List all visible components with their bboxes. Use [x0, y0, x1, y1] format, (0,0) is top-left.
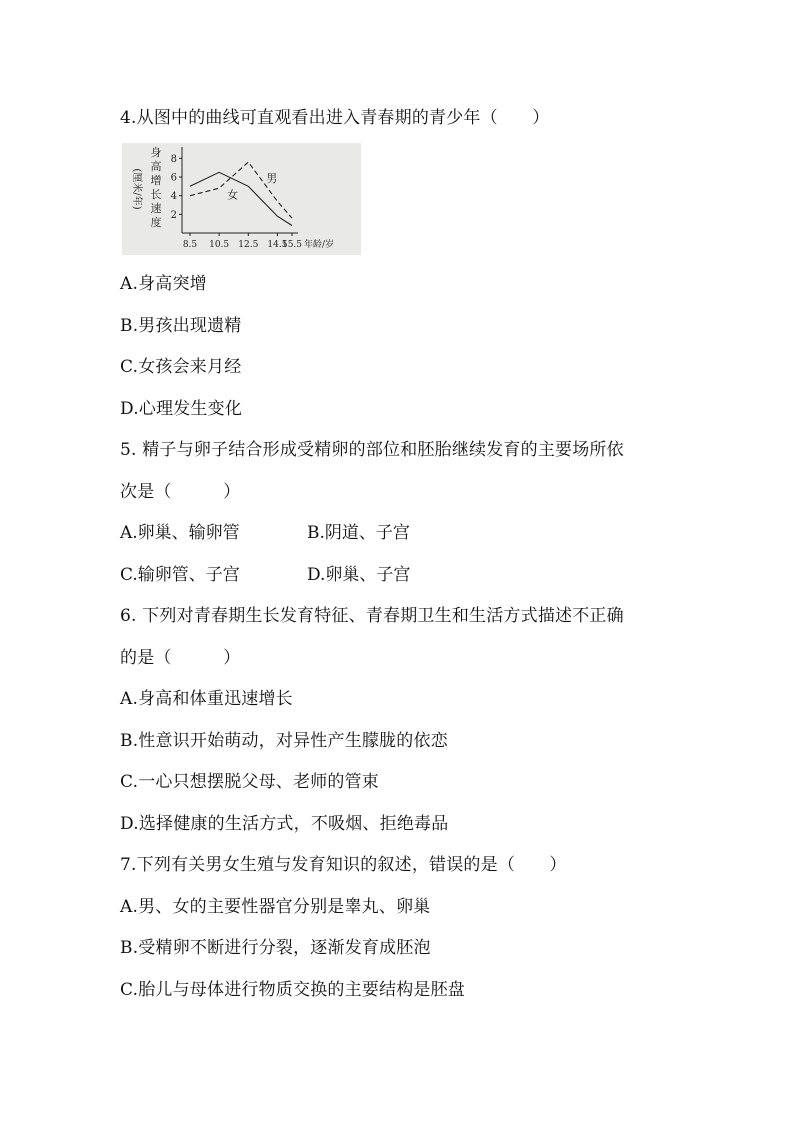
y-axis-label-char: 度	[150, 216, 162, 229]
question-7-option-c: C.胎儿与母体进行物质交换的主要结构是胚盘	[120, 980, 466, 1000]
series-group	[190, 162, 292, 225]
x-tick-label: 10.5	[209, 240, 230, 250]
question-7-option-a: A.男、女的主要性器官分别是睾丸、卵巢	[120, 897, 431, 917]
question-5-stem-line-1: 5. 精子与卵子结合形成受精卵的部位和胚胎继续发育的主要场所依	[120, 440, 624, 460]
question-6-stem-line-2: 的是（ ）	[120, 648, 241, 668]
question-6-option-a: A.身高和体重迅速增长	[120, 689, 293, 709]
growth-chart	[122, 143, 361, 255]
x-tick-label: 12.5	[238, 240, 259, 250]
question-5-option-b: B.阴道、子宫	[307, 523, 410, 543]
series-label-female: 女	[227, 188, 239, 202]
question-7-option-b: B.受精卵不断进行分裂，逐渐发育成胚泡	[120, 938, 431, 958]
question-7-stem: 7.下列有关男女生殖与发育知识的叙述，错误的是（ ）	[120, 855, 567, 875]
x-tick-label: 14.5	[267, 240, 288, 250]
question-6-option-d: D.选择健康的生活方式，不吸烟、拒绝毒品	[120, 814, 449, 834]
y-axis-label-char: 增	[150, 174, 162, 187]
question-4-stem: 4.从图中的曲线可直观看出进入青春期的青少年（ ）	[120, 108, 550, 128]
series-line-male	[190, 162, 292, 218]
x-tick-label: 15.5	[281, 240, 303, 250]
question-5-option-d: D.卵巢、子宫	[307, 565, 411, 585]
question-4-option-b: B.男孩出现遗精	[120, 316, 242, 336]
question-4-option-d: D.心理发生变化	[120, 399, 243, 419]
question-5-option-a: A.卵巢、输卵管	[120, 523, 240, 543]
growth-chart-svg	[122, 143, 361, 255]
x-axis-label: 年龄/岁	[304, 240, 335, 250]
tick-group	[171, 154, 303, 250]
y-axis-label-char: 速	[150, 202, 162, 215]
y-tick-label: 2	[170, 209, 177, 221]
y-axis-label-group	[131, 146, 162, 229]
question-6-option-b: B.性意识开始萌动，对异性产生朦胧的依恋	[120, 731, 448, 751]
y-tick-label: 8	[170, 153, 177, 165]
y-axis-unit: (厘米/年)	[131, 168, 142, 210]
series-label-male: 男	[266, 172, 278, 186]
y-axis-label-char: 高	[150, 160, 162, 173]
question-4-option-c: C.女孩会来月经	[120, 357, 242, 377]
question-6-option-c: C.一心只想摆脱父母、老师的管束	[120, 772, 380, 792]
question-5-stem-line-2: 次是（ ）	[120, 482, 241, 502]
x-tick-label: 8.5	[182, 240, 198, 250]
y-tick-label: 6	[170, 172, 177, 184]
y-tick-label: 4	[170, 191, 177, 203]
question-5-option-c: C.输卵管、子宫	[120, 565, 240, 585]
question-4-option-a: A.身高突增	[120, 274, 207, 294]
y-axis-label-char: 身	[150, 146, 162, 159]
question-6-stem-line-1: 6. 下列对青春期生长发育特征、青春期卫生和生活方式描述不正确	[120, 606, 624, 626]
y-axis-label-char: 长	[150, 188, 162, 201]
